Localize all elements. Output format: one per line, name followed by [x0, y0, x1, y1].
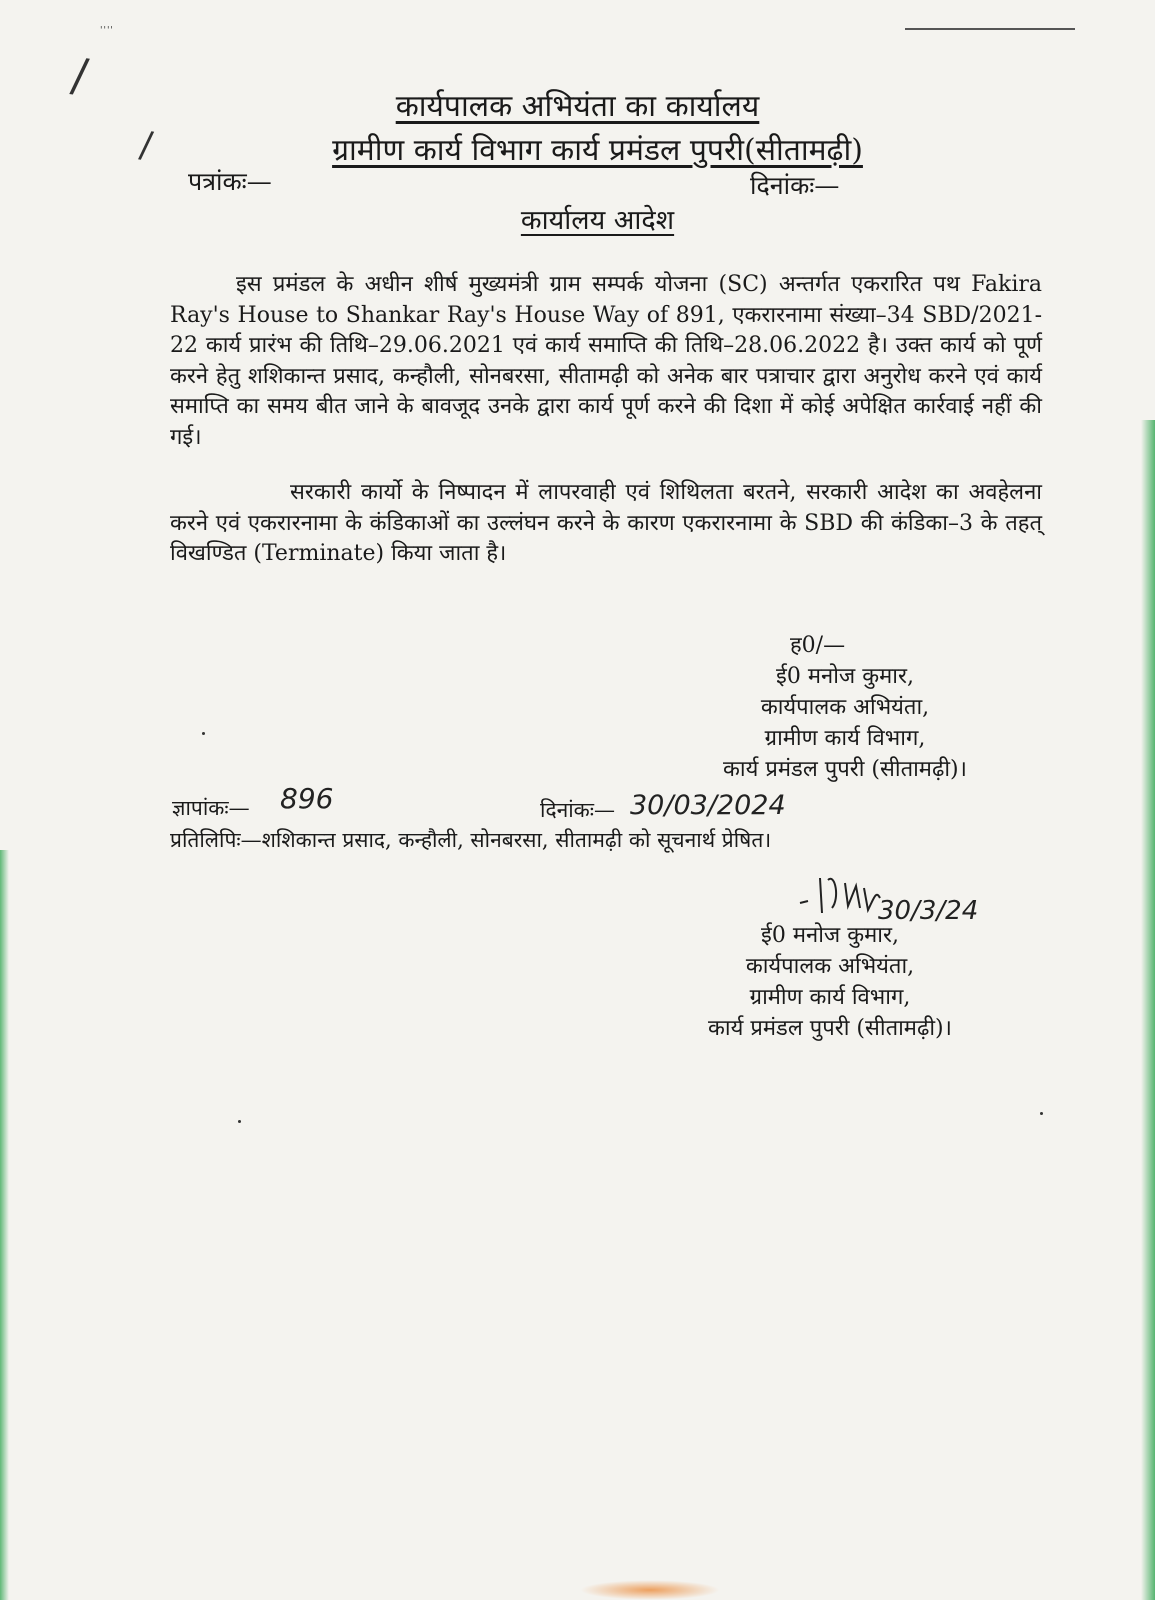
signatory-name: ई0 मनोज कुमार,: [761, 923, 899, 948]
scan-marks: '''': [100, 26, 114, 36]
paragraph-2: सरकारी कार्यो के निष्पादन में लापरवाही एवं शिथिलता बरतने, सरकारी आदेश का अवहेलना करने एवं एकरारनामा के कंडिकाओं का उल्लंघन करने के कारण एकरारनामा के SBD की कंडिका–3 के तहत् विखण्डित (Terminate) किया जाता है।: [170, 480, 1042, 566]
pen-stroke: /: [137, 124, 155, 167]
signatory-department: ग्रामीण कार्य विभाग,: [764, 726, 926, 751]
scan-smudge: [580, 1580, 720, 1600]
department-heading: ग्रामीण कार्य विभाग कार्य प्रमंडल पुपरी(सीतामढ़ी): [332, 133, 863, 168]
pen-stroke: /: [68, 47, 92, 103]
scan-edge-left: [0, 850, 9, 1600]
scan-line: [905, 28, 1075, 30]
scan-dot: [202, 732, 205, 735]
memo-label: ज्ञापांकः—: [172, 796, 250, 820]
signature-block-1: [680, 630, 1010, 785]
signatory-name: ई0 मनोज कुमार,: [776, 664, 914, 689]
date-label: दिनांकः—: [750, 171, 840, 200]
signatory-designation: कार्यपालक अभियंता,: [745, 954, 915, 979]
order-title: कार्यालय आदेश: [520, 205, 675, 236]
memo-date-label: दिनांकः—: [540, 798, 616, 822]
signature-block-2: [660, 920, 1000, 1044]
signatory-designation: कार्यपालक अभियंता,: [760, 695, 930, 720]
scan-dot: [238, 1120, 241, 1123]
signatory-division: कार्य प्रमंडल पुपरी (सीतामढ़ी)।: [708, 1016, 952, 1041]
copy-to-line: प्रतिलिपिः—शशिकान्त प्रसाद, कन्हौली, सोनबरसा, सीतामढ़ी को सूचनार्थ प्रेषित।: [170, 828, 772, 852]
scan-dot: [1040, 1112, 1043, 1115]
signature-date: 30/3/24: [878, 896, 979, 926]
sd-mark: ह0/—: [790, 633, 846, 658]
letter-number-label: पत्रांकः—: [188, 167, 272, 196]
signatory-department: ग्रामीण कार्य विभाग,: [749, 985, 911, 1010]
memo-date: 30/03/2024: [630, 790, 786, 821]
office-heading: कार्यपालक अभियंता का कार्यालय: [395, 89, 760, 124]
paragraph-1: इस प्रमंडल के अधीन शीर्ष मुख्यमंत्री ग्राम सम्पर्क योजना (SC) अन्तर्गत एकरारित पथ Fakira Ray's House to Shankar Ray's House Way of 891, एकरारनामा संख्या–34 SBD/2021-22 कार्य प्रारंभ की तिथि–29.06.2021 एवं कार्य समाप्ति की तिथि–28.06.2022 है। उक्त कार्य को पूर्ण करने हेतु शशिकान्त प्रसाद, कन्हौली, सोनबरसा, सीतामढ़ी को अनेक बार पत्राचार द्वारा अनुरोध करने एवं कार्य समाप्ति का समय बीत जाने के बावजूद उनके द्वारा कार्य पूर्ण करने की दिशा में कोई अपेक्षित कार्रवाई नहीं की गई।: [170, 272, 1042, 450]
memo-number: 896: [280, 782, 334, 815]
scan-edge-right: [1141, 420, 1155, 1600]
signatory-division: कार्य प्रमंडल पुपरी (सीतामढ़ी)।: [723, 757, 967, 782]
